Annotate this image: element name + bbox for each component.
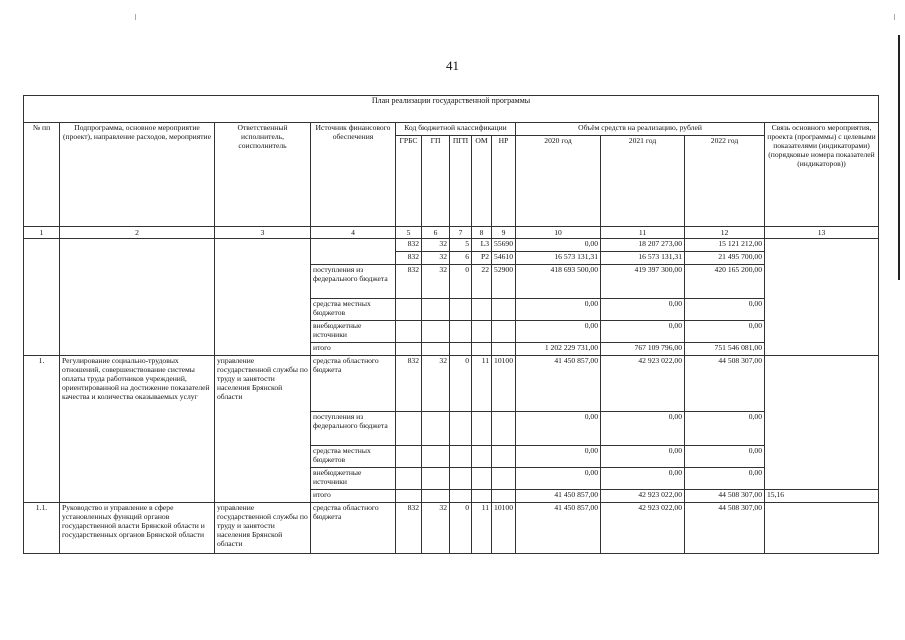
cell-np (492, 321, 516, 343)
cell-grbs: 832 (396, 252, 422, 265)
cell-gp (422, 490, 450, 503)
cell-2022: 0,00 (685, 321, 765, 343)
cell-gp: 32 (422, 239, 450, 252)
cell-pgp (450, 412, 472, 446)
column-number: 11 (601, 227, 685, 239)
cell-np (492, 412, 516, 446)
cell-source: средства местных бюджетов (311, 446, 396, 468)
header-source: Источник финансового обеспечения (311, 123, 396, 227)
column-number: 10 (516, 227, 601, 239)
cell-np (492, 343, 516, 356)
cell-2021: 767 109 796,00 (601, 343, 685, 356)
cell-om: 11 (472, 356, 492, 412)
cell-om: 11 (472, 503, 492, 554)
cell-2020: 0,00 (516, 412, 601, 446)
header-2022: 2022 год (685, 136, 765, 227)
scan-mark (135, 14, 136, 20)
header-2020: 2020 год (516, 136, 601, 227)
cell-2022: 44 508 307,00 (685, 490, 765, 503)
cell-2022: 0,00 (685, 468, 765, 490)
cell-source: итого (311, 490, 396, 503)
cell-2021: 16 573 131,31 (601, 252, 685, 265)
cell-grbs (396, 343, 422, 356)
cell-2022: 44 508 307,00 (685, 503, 765, 554)
cell-2020: 0,00 (516, 299, 601, 321)
table-title: План реализации государственной программы (24, 96, 879, 123)
cell-2021: 42 923 022,00 (601, 503, 685, 554)
cell-grbs: 832 (396, 239, 422, 252)
column-number: 2 (60, 227, 215, 239)
cell-grbs (396, 490, 422, 503)
cell-np (492, 299, 516, 321)
cell-grbs (396, 299, 422, 321)
cell-om (472, 412, 492, 446)
cell-gp (422, 468, 450, 490)
cell-2022: 21 495 700,00 (685, 252, 765, 265)
cell-2020: 0,00 (516, 468, 601, 490)
cell-2022: 420 165 200,00 (685, 265, 765, 299)
header-funds: Объём средств на реализацию, рублей (516, 123, 765, 136)
cell-om: P2 (472, 252, 492, 265)
table-row (24, 239, 879, 252)
cell-num: 1. (24, 356, 60, 503)
cell-grbs: 832 (396, 503, 422, 554)
column-number: 6 (422, 227, 450, 239)
cell-source: средства областного бюджета (311, 503, 396, 554)
cell-executor: управление государственной службы по труду и занятости населения Брянской области (215, 356, 311, 503)
header-np: НР (492, 136, 516, 227)
cell-gp (422, 412, 450, 446)
cell-2020: 0,00 (516, 239, 601, 252)
cell-subprogram: Руководство и управление в сфере установленных функций органов государственной власти Брянской области и государственных органов Брянской области (60, 503, 215, 554)
cell-gp: 32 (422, 356, 450, 412)
column-number: 8 (472, 227, 492, 239)
cell-2021: 0,00 (601, 468, 685, 490)
cell-np: 54610 (492, 252, 516, 265)
cell-2021: 419 397 300,00 (601, 265, 685, 299)
cell-np: 52900 (492, 265, 516, 299)
cell-2021: 42 923 022,00 (601, 356, 685, 412)
header-gp: ГП (422, 136, 450, 227)
cell-num (24, 239, 60, 356)
cell-source: средства областного бюджета (311, 356, 396, 412)
cell-pgp: 0 (450, 265, 472, 299)
header-grbs: ГРБС (396, 136, 422, 227)
cell-source: внебюджетные источники (311, 468, 396, 490)
header-2021: 2021 год (601, 136, 685, 227)
cell-om (472, 343, 492, 356)
cell-om (472, 446, 492, 468)
column-number: 13 (765, 227, 879, 239)
cell-np (492, 468, 516, 490)
cell-2020: 41 450 857,00 (516, 503, 601, 554)
cell-source: внебюджетные источники (311, 321, 396, 343)
cell-gp (422, 446, 450, 468)
cell-2020: 1 202 229 731,00 (516, 343, 601, 356)
cell-num: 1.1. (24, 503, 60, 554)
cell-pgp (450, 321, 472, 343)
cell-2022: 0,00 (685, 412, 765, 446)
cell-np (492, 446, 516, 468)
cell-gp: 32 (422, 265, 450, 299)
cell-2020: 41 450 857,00 (516, 490, 601, 503)
cell-om: L3 (472, 239, 492, 252)
scan-edge-line (898, 35, 900, 280)
cell-2021: 18 207 273,00 (601, 239, 685, 252)
cell-gp (422, 343, 450, 356)
cell-executor: управление государственной службы по труду и занятости населения Брянской области (215, 503, 311, 554)
cell-2022: 751 546 081,00 (685, 343, 765, 356)
column-number: 5 (396, 227, 422, 239)
cell-np: 10100 (492, 503, 516, 554)
table-row (24, 356, 879, 412)
cell-pgp (450, 490, 472, 503)
header-om: ОМ (472, 136, 492, 227)
cell-om (472, 299, 492, 321)
cell-2021: 0,00 (601, 412, 685, 446)
cell-source: поступления из федерального бюджета (311, 412, 396, 446)
cell-2020: 41 450 857,00 (516, 356, 601, 412)
column-number: 7 (450, 227, 472, 239)
header-executor: Ответственный исполнитель, соисполнитель (215, 123, 311, 227)
cell-subprogram: Регулирование социально-трудовых отношений, совершенствование системы оплаты труда работников учреждений, ориентированной на достижение показателей качества и количества оказываемых услуг (60, 356, 215, 503)
cell-link (765, 503, 879, 554)
cell-grbs (396, 412, 422, 446)
cell-gp: 32 (422, 252, 450, 265)
cell-gp (422, 299, 450, 321)
cell-subprogram (60, 239, 215, 356)
header-budget-code: Код бюджетной классификации (396, 123, 516, 136)
cell-grbs (396, 446, 422, 468)
cell-source (311, 239, 396, 265)
cell-link: 15,16 (765, 490, 879, 503)
cell-2020: 16 573 131,31 (516, 252, 601, 265)
plan-table (23, 95, 879, 554)
cell-2022: 0,00 (685, 446, 765, 468)
cell-pgp: 0 (450, 356, 472, 412)
cell-2022: 44 508 307,00 (685, 356, 765, 412)
cell-2022: 15 121 212,00 (685, 239, 765, 252)
cell-2021: 0,00 (601, 446, 685, 468)
cell-link (765, 239, 879, 356)
cell-grbs (396, 468, 422, 490)
header-num: № пп (24, 123, 60, 227)
cell-np: 10100 (492, 356, 516, 412)
cell-pgp (450, 299, 472, 321)
cell-pgp (450, 468, 472, 490)
table-row (24, 503, 879, 554)
cell-pgp (450, 446, 472, 468)
page-number: 41 (446, 58, 459, 73)
cell-om (472, 490, 492, 503)
cell-2021: 0,00 (601, 299, 685, 321)
cell-link (765, 356, 879, 490)
cell-gp (422, 321, 450, 343)
cell-2021: 0,00 (601, 321, 685, 343)
cell-grbs: 832 (396, 265, 422, 299)
cell-om: 22 (472, 265, 492, 299)
cell-np: 55690 (492, 239, 516, 252)
cell-executor (215, 239, 311, 356)
cell-2020: 418 693 500,00 (516, 265, 601, 299)
cell-2021: 42 923 022,00 (601, 490, 685, 503)
cell-pgp: 6 (450, 252, 472, 265)
cell-2020: 0,00 (516, 321, 601, 343)
cell-np (492, 490, 516, 503)
cell-grbs: 832 (396, 356, 422, 412)
cell-2022: 0,00 (685, 299, 765, 321)
header-link: Связь основного мероприятия, проекта (программы) с целевыми показателями (индикаторами) (порядковые номера показателей (индикаторов)) (765, 123, 879, 227)
cell-source: средства местных бюджетов (311, 299, 396, 321)
column-number: 9 (492, 227, 516, 239)
cell-pgp: 5 (450, 239, 472, 252)
cell-om (472, 468, 492, 490)
cell-pgp: 0 (450, 503, 472, 554)
header-pgp: ПГП (450, 136, 472, 227)
scan-mark (894, 14, 895, 20)
header-subprogram: Подпрограмма, основное мероприятие (проект), направление расходов, мероприятие (60, 123, 215, 227)
column-number: 1 (24, 227, 60, 239)
cell-om (472, 321, 492, 343)
cell-source: итого (311, 343, 396, 356)
cell-grbs (396, 321, 422, 343)
column-number: 4 (311, 227, 396, 239)
cell-pgp (450, 343, 472, 356)
cell-2020: 0,00 (516, 446, 601, 468)
cell-gp: 32 (422, 503, 450, 554)
column-number: 3 (215, 227, 311, 239)
cell-source: поступления из федерального бюджета (311, 265, 396, 299)
column-number: 12 (685, 227, 765, 239)
